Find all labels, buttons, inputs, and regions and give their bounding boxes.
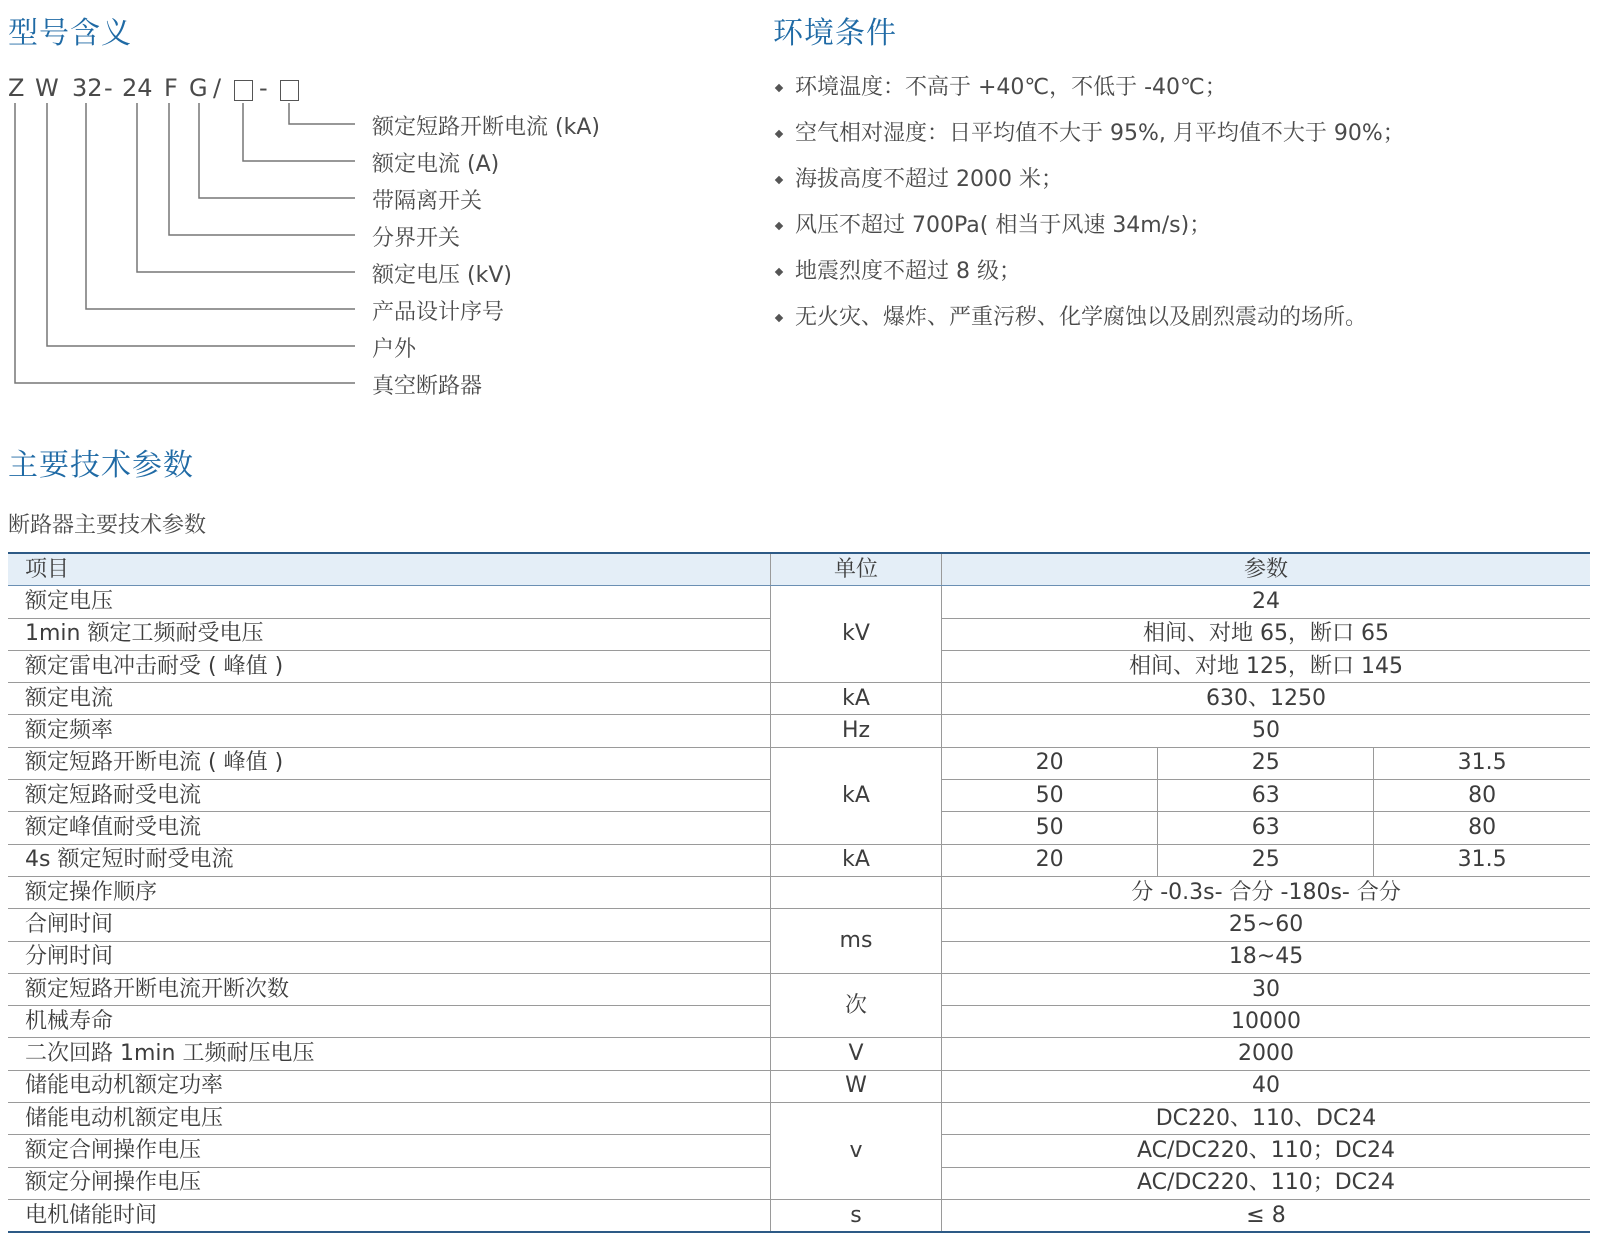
- row-unit: ms: [770, 909, 941, 974]
- code-24: 24: [122, 74, 153, 102]
- env-item: 空气相对湿度：日平均值不大于 95%, 月平均值不大于 90%；: [773, 116, 1405, 162]
- row-item: 额定峰值耐受电流: [8, 812, 770, 844]
- table-row: [8, 909, 1590, 941]
- row-value-25ka: 63: [1158, 812, 1374, 844]
- row-unit: W: [770, 1070, 941, 1102]
- row-value: 50: [942, 715, 1590, 747]
- row-value: 630、1250: [942, 683, 1590, 715]
- table-row: [8, 747, 1590, 779]
- main-params-heading: 主要技术参数: [8, 448, 194, 483]
- leader-line-rated-current: [243, 103, 355, 161]
- header-param: 参数: [942, 553, 1590, 586]
- row-value-25ka: 63: [1158, 780, 1374, 812]
- code-32: 32: [72, 74, 103, 102]
- header-item: 项目: [8, 553, 770, 586]
- row-item: 额定短路开断电流开断次数: [8, 973, 770, 1005]
- row-item: 额定短路耐受电流: [8, 780, 770, 812]
- leader-line-design-no: [86, 103, 355, 309]
- table-row: [8, 1038, 1590, 1070]
- row-unit: kA: [770, 844, 941, 876]
- row-item: 分闸时间: [8, 941, 770, 973]
- code-g: G: [189, 74, 208, 102]
- row-unit: s: [770, 1199, 941, 1232]
- table-row: [8, 683, 1590, 715]
- leader-line-isolator: [199, 103, 355, 198]
- table-row: [8, 844, 1590, 876]
- row-value-25ka: 25: [1158, 747, 1374, 779]
- code-slash: /: [213, 74, 222, 102]
- table-header-row: [8, 553, 1590, 586]
- row-unit: 次: [770, 973, 941, 1038]
- row-value: 25~60: [942, 909, 1590, 941]
- env-item: 海拔高度不超过 2000 米；: [773, 162, 1405, 208]
- row-item: 合闸时间: [8, 909, 770, 941]
- row-item: 额定频率: [8, 715, 770, 747]
- row-value: 分 -0.3s- 合分 -180s- 合分: [942, 876, 1590, 908]
- code-dash-2: -: [259, 74, 268, 102]
- leader-line-boundary-switch: [169, 103, 355, 235]
- label-rated-current: 额定电流 (A): [372, 152, 500, 177]
- row-unit: Hz: [770, 715, 941, 747]
- row-value: 24: [942, 586, 1590, 618]
- row-value-31ka: 31.5: [1374, 747, 1590, 779]
- row-unit: [770, 876, 941, 908]
- row-item: 1min 额定工频耐受电压: [8, 618, 770, 650]
- environment-list: [773, 70, 1405, 346]
- row-unit: kA: [770, 683, 941, 715]
- row-item: 额定电压: [8, 586, 770, 618]
- code-f: F: [164, 74, 178, 102]
- label-breaking-current: 额定短路开断电流 (kA): [372, 115, 600, 140]
- row-value-20ka: 20: [942, 844, 1158, 876]
- row-value: 2000: [942, 1038, 1590, 1070]
- table-row: [8, 1070, 1590, 1102]
- table-row: [8, 715, 1590, 747]
- row-value: 40: [942, 1070, 1590, 1102]
- row-value-25ka: 25: [1158, 844, 1374, 876]
- table-row: [8, 876, 1590, 908]
- label-vacuum-cb: 真空断路器: [372, 374, 483, 399]
- row-unit: v: [770, 1103, 941, 1200]
- label-rated-voltage: 额定电压 (kV): [372, 263, 512, 288]
- row-value: 相间、对地 125，断口 145: [942, 650, 1590, 682]
- row-item: 额定合闸操作电压: [8, 1135, 770, 1167]
- row-value: DC220、110、DC24: [942, 1103, 1590, 1135]
- row-value: AC/DC220、110；DC24: [942, 1135, 1590, 1167]
- table-row: [8, 1199, 1590, 1232]
- table-row: [8, 586, 1590, 618]
- leader-line-breaking-current: [289, 103, 355, 124]
- code-w: W: [35, 74, 59, 102]
- row-value-20ka: 50: [942, 780, 1158, 812]
- row-value-31ka: 80: [1374, 812, 1590, 844]
- row-item: 储能电动机额定功率: [8, 1070, 770, 1102]
- row-value-31ka: 80: [1374, 780, 1590, 812]
- environment-heading: 环境条件: [773, 16, 897, 51]
- row-value: AC/DC220、110；DC24: [942, 1167, 1590, 1199]
- table-caption: 断路器主要技术参数: [8, 513, 207, 538]
- env-item: 地震烈度不超过 8 级；: [773, 254, 1405, 300]
- row-item: 电机储能时间: [8, 1199, 770, 1232]
- row-value: 30: [942, 973, 1590, 1005]
- row-item: 额定电流: [8, 683, 770, 715]
- row-value-20ka: 20: [942, 747, 1158, 779]
- row-item: 储能电动机额定电压: [8, 1103, 770, 1135]
- row-value: 10000: [942, 1006, 1590, 1038]
- model-meaning-heading: 型号含义: [8, 16, 132, 51]
- row-item: 机械寿命: [8, 1006, 770, 1038]
- env-item: 风压不超过 700Pa( 相当于风速 34m/s)；: [773, 208, 1405, 254]
- row-item: 额定短路开断电流 ( 峰值 ): [8, 747, 770, 779]
- header-unit: 单位: [770, 553, 941, 586]
- model-leader-lines: [0, 0, 360, 400]
- label-isolator: 带隔离开关: [372, 189, 483, 214]
- row-value: 18~45: [942, 941, 1590, 973]
- row-item: 4s 额定短时耐受电流: [8, 844, 770, 876]
- leader-line-vacuum-cb: [15, 103, 355, 383]
- table-row: [8, 1103, 1590, 1135]
- label-outdoor: 户外: [372, 337, 417, 362]
- row-value: ≤ 8: [942, 1199, 1590, 1232]
- table-row: [8, 973, 1590, 1005]
- row-item: 额定分闸操作电压: [8, 1167, 770, 1199]
- spec-table: [8, 552, 1590, 1233]
- row-item: 二次回路 1min 工频耐压电压: [8, 1038, 770, 1070]
- row-unit: V: [770, 1038, 941, 1070]
- row-unit: kA: [770, 747, 941, 844]
- env-item: 无火灾、爆炸、严重污秽、化学腐蚀以及剧烈震动的场所。: [773, 300, 1405, 346]
- code-dash-1: -: [104, 74, 113, 102]
- code-z: Z: [8, 74, 25, 102]
- label-design-no: 产品设计序号: [372, 300, 505, 325]
- label-boundary-switch: 分界开关: [372, 226, 461, 251]
- row-value-20ka: 50: [942, 812, 1158, 844]
- env-item: 环境温度：不高于 +40℃，不低于 -40℃；: [773, 70, 1405, 116]
- row-unit: kV: [770, 586, 941, 683]
- row-item: 额定操作顺序: [8, 876, 770, 908]
- row-value-31ka: 31.5: [1374, 844, 1590, 876]
- row-value: 相间、对地 65，断口 65: [942, 618, 1590, 650]
- row-item: 额定雷电冲击耐受 ( 峰值 ): [8, 650, 770, 682]
